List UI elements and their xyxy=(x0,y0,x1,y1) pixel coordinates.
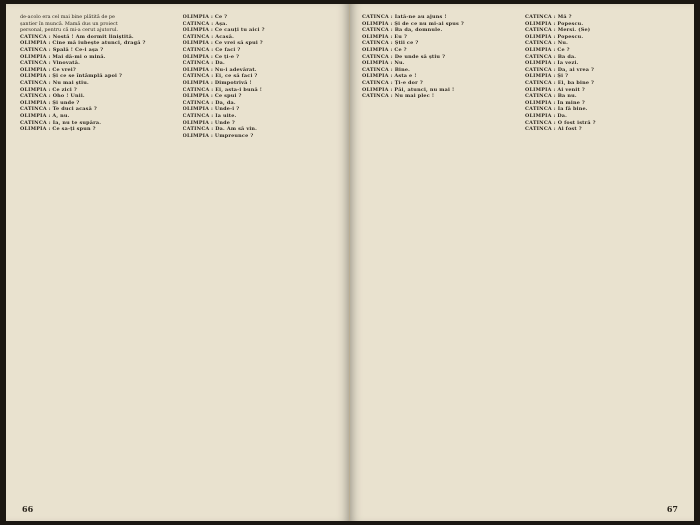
left-page-column-2 xyxy=(183,14,338,499)
script-line: OLIMPIA : Ce sa-ți spun ? xyxy=(20,126,96,133)
right-page-columns xyxy=(362,14,680,499)
script-line: CATINCA : Bine. xyxy=(362,66,411,73)
script-line: OLIMPIA : Ce cauți tu aici ? xyxy=(182,27,265,34)
script-line: CATINCA : Ia uite. xyxy=(182,112,237,119)
script-line: OLIMPIA : Ce vrei să spui ? xyxy=(182,40,263,47)
book-spread xyxy=(6,4,694,521)
script-line: OLIMPIA : Ia vezi. xyxy=(525,60,579,67)
script-line: CATINCA : Ei, ce să faci ? xyxy=(182,73,258,80)
script-line: CATINCA : Ce faci ? xyxy=(182,46,241,53)
script-line: OLIMPIA : Ce zici ? xyxy=(20,86,77,93)
script-line: OLIMPIA : Păi, atunci, nu mai ! xyxy=(362,86,455,93)
script-line: CATINCA : Da. Am să vin. xyxy=(182,126,258,133)
script-line: de-acolo era cel mai bine plătită de pe xyxy=(20,14,115,20)
script-line: OLIMPIA : Și ce se întâmplă apoi ? xyxy=(20,73,123,80)
script-line: CATINCA : Ai fost ? xyxy=(525,126,582,133)
script-line: CATINCA : Te duci acasă ? xyxy=(20,106,97,113)
script-line: CATINCA : Ți-e dor ? xyxy=(362,79,423,86)
script-line: CATINCA : O fost istră ? xyxy=(525,119,596,126)
script-line: OLIMPIA : Și de ce nu mi-ai spus ? xyxy=(362,20,464,27)
script-line: OLIMPIA : Asta e ! xyxy=(362,73,417,80)
script-line: OLIMPIA : Ce ? xyxy=(525,46,570,53)
script-line: OLIMPIA : Mai dă-mi o mină. xyxy=(20,53,106,60)
script-line: CATINCA : Da, da. xyxy=(182,99,236,106)
script-line: OLIMPIA : Ce spui ? xyxy=(182,93,242,100)
left-page xyxy=(6,4,350,521)
script-line: CATINCA : Oho ! Unii. xyxy=(20,93,85,100)
script-line: CATINCA : Vinovată. xyxy=(20,60,81,67)
script-line: CATINCA : Nu. xyxy=(525,40,569,47)
script-line: CATINCA : Ia, nu te supăra. xyxy=(20,119,102,126)
script-line: OLIMPIA : Eu ? xyxy=(362,33,408,40)
script-line: OLIMPIA : Și ? xyxy=(525,73,569,80)
script-line: OLIMPIA : Cine mă iubește atunci, dragă ? xyxy=(20,40,146,47)
script-line: OLIMPIA : Ai venit ? xyxy=(525,86,585,93)
script-line: OLIMPIA : Ce ți-e ? xyxy=(182,53,240,60)
script-line: CATINCA : Acasă. xyxy=(182,33,234,40)
script-line: CATINCA : Ei, ba bine ? xyxy=(525,79,595,86)
script-line: OLIMPIA : Ce vrei? xyxy=(20,66,76,73)
script-line: CATINCA : Da, ai vrea ? xyxy=(525,66,595,73)
page-number-left: 66 xyxy=(22,504,34,514)
right-page-column-1 xyxy=(362,14,517,499)
script-line: CATINCA : De unde să știu ? xyxy=(362,53,446,60)
script-line: CATINCA : Ia fă bine. xyxy=(525,106,588,113)
script-line: CATINCA : Da. xyxy=(182,60,225,67)
script-line: CATINCA : Iată-ne au ajuns ! xyxy=(362,14,447,20)
script-line: OLIMPIA : Unde-i ? xyxy=(182,106,240,113)
script-line: OLIMPIA : În mine ? xyxy=(525,99,585,106)
left-page-columns xyxy=(20,14,337,499)
script-line: CATINCA : Ba da, domnule. xyxy=(362,27,443,34)
script-line: OLIMPIA : Umpreunce ? xyxy=(182,132,254,139)
script-line: OLIMPIA : Ce ? xyxy=(362,46,407,53)
script-line: OLIMPIA : Da. xyxy=(525,112,568,119)
script-line: OLIMPIA : Popescu. xyxy=(525,20,584,27)
script-line: șantier în muncă. Mamă dus un proiect xyxy=(20,20,118,27)
script-line: CATINCA : Ei, asta-i bună ! xyxy=(182,86,263,93)
script-line: CATINCA : Mersi. (Se) xyxy=(525,27,591,34)
script-line: CATINCA : Nu mai știu. xyxy=(20,79,89,86)
script-line: CATINCA : Ba nu. xyxy=(525,93,577,100)
script-line: CATINCA : Așa. xyxy=(182,20,228,27)
right-page-column-2 xyxy=(525,14,680,499)
script-line: CATINCA : Nostă ! Am dormit liniștită. xyxy=(20,33,134,40)
left-page-column-1 xyxy=(20,14,175,499)
script-line: OLIMPIA : Dimpotrivă ! xyxy=(182,79,252,86)
right-page xyxy=(350,4,694,521)
script-line: CATINCA : Mă ? xyxy=(525,14,572,20)
script-line: OLIMPIA : Ce ? xyxy=(182,14,228,20)
script-line: OLIMPIA : Nu. xyxy=(362,60,405,67)
script-line: OLIMPIA : A, nu. xyxy=(20,112,70,119)
script-line: OLIMPIA : Și unde ? xyxy=(20,99,80,106)
script-line: OLIMPIA : Nu-i adevărat. xyxy=(182,66,257,73)
script-line: OLIMPIA : Popescu. xyxy=(525,33,584,40)
script-line: CATINCA : Nu mai plec ! xyxy=(362,93,435,100)
script-line: CATINCA : Spală ! Ce-i așa ? xyxy=(20,46,104,53)
page-number-right: 67 xyxy=(666,504,678,514)
script-line: CATINCA : Ba da. xyxy=(525,53,577,60)
script-line: personal, pentru că mi-a cerut ajutorul. xyxy=(20,27,119,34)
script-line: OLIMPIA : Unde ? xyxy=(182,119,235,126)
script-line: CATINCA : Știi ce ? xyxy=(362,40,419,47)
